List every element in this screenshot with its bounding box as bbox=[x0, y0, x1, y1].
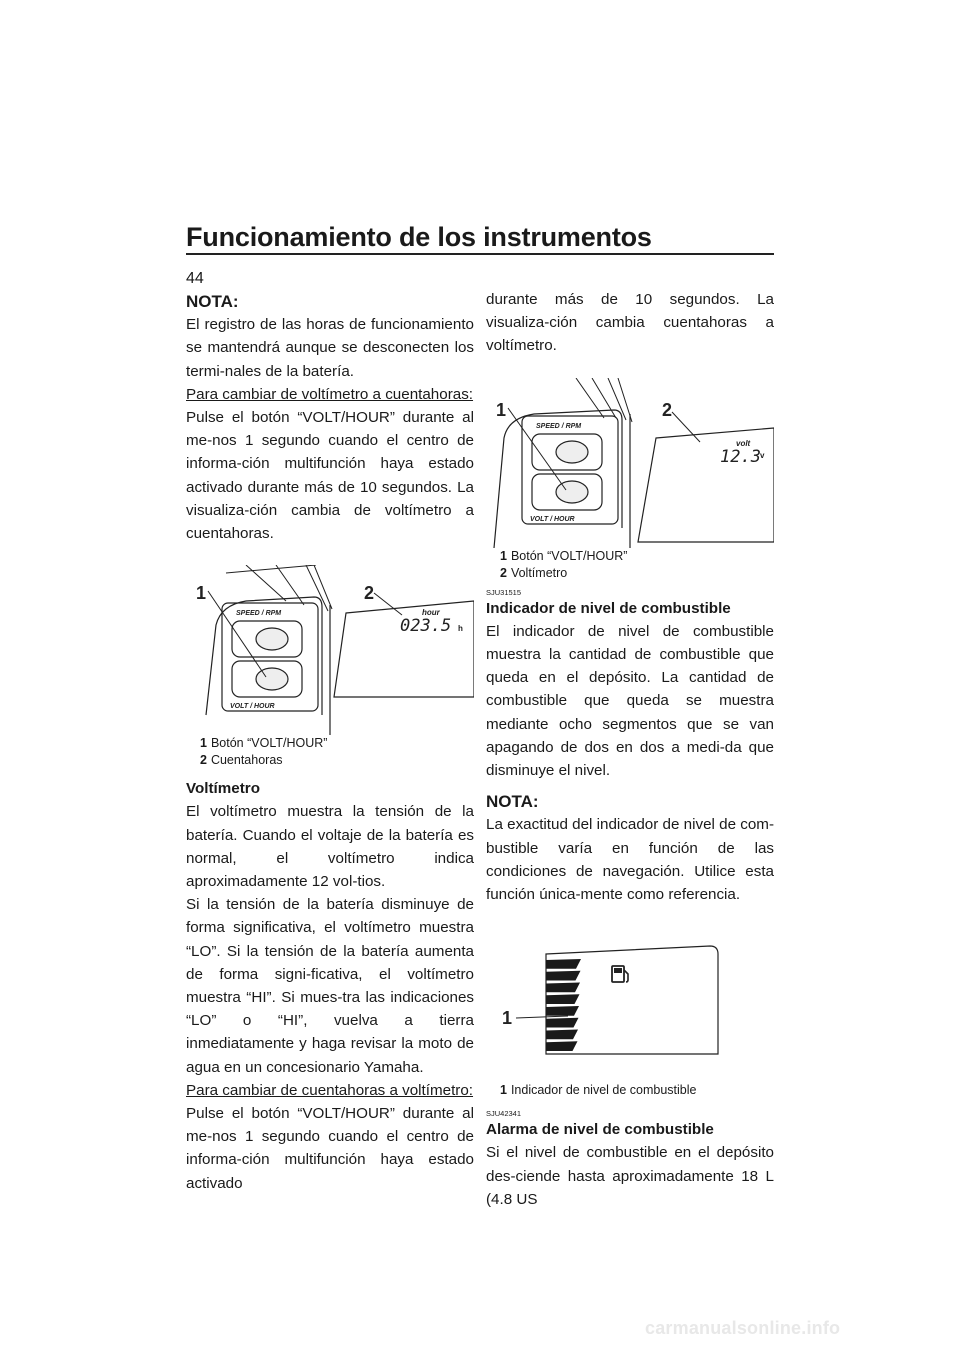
display-suffix-hour: h bbox=[458, 624, 463, 634]
title-rule bbox=[186, 253, 774, 255]
voltimetro-paragraph-1: El voltímetro muestra la tensión de la batería. Cuando el voltaje de la batería es normal, el voltímetro indica aproximadamente 12 vol-tios. bbox=[186, 803, 474, 891]
nota-label: NOTA: bbox=[186, 292, 239, 311]
subheading-hour-to-volt: Para cambiar de cuentahoras a voltímetro: bbox=[186, 1081, 474, 1099]
paragraph-volt-to-hour: Pulse el botón “VOLT/HOUR” durante al me-nos 1 segundo cuando el centro de informa-ción multifunción haya estado activado durante más de 10 segundos. La visualiza-ción cambia de voltímetro a cuentahoras. bbox=[186, 409, 474, 543]
figure-caption-2: 2 Cuentahoras bbox=[200, 753, 283, 768]
display-unit-volt: volt bbox=[736, 438, 751, 448]
callout-1: 1 bbox=[496, 399, 507, 420]
display-value-volt: 12.3 bbox=[720, 446, 761, 467]
figure-caption-1: 1 Botón “VOLT/HOUR” bbox=[500, 548, 628, 563]
paragraph-hour-to-volt: Pulse el botón “VOLT/HOUR” durante al me-nos 1 segundo cuando el centro de informa-ción multifunción haya estado activado bbox=[186, 1105, 474, 1192]
section-code: SJU31515 bbox=[486, 587, 522, 597]
nota-text: La exactitud del indicador de nivel de com-bustible varía en función de las condiciones de navegación. Utilice esta función única-mente como referencia. bbox=[486, 816, 774, 904]
figure-caption-1: 1 Indicador de nivel de combustible bbox=[500, 1083, 697, 1098]
panel-label-speed: SPEED / RPM bbox=[236, 610, 282, 618]
watermark: carmanualsonline.info bbox=[645, 1318, 841, 1338]
nota-text: El registro de las horas de funcionamiento se mantendrá aunque se desconecten los termi-nales de la batería. bbox=[186, 316, 474, 380]
fuel-segment bbox=[546, 1018, 579, 1028]
display-suffix-volt: v bbox=[760, 450, 765, 460]
nota-label: NOTA: bbox=[486, 792, 539, 812]
page-number: 44 bbox=[186, 270, 204, 287]
fuel-segment bbox=[546, 1006, 579, 1016]
fuel-gauge-illustration bbox=[486, 944, 774, 1074]
panel-label-speed: SPEED / RPM bbox=[536, 422, 582, 430]
fuel-segment bbox=[546, 971, 581, 981]
callout-2: 2 bbox=[662, 399, 673, 420]
page-title: Funcionamiento de los instrumentos bbox=[186, 222, 652, 252]
callout-2: 2 bbox=[364, 583, 375, 604]
panel-label-volt-hour: VOLT / HOUR bbox=[230, 703, 275, 711]
figure-voltmeter bbox=[486, 378, 774, 548]
fuel-segment bbox=[546, 1030, 578, 1040]
panel-label-volt-hour: VOLT / HOUR bbox=[530, 515, 575, 523]
subheading-volt-to-hour: Para cambiar de voltímetro a cuentahoras: bbox=[186, 385, 474, 403]
figure-caption-2: 2 Voltímetro bbox=[500, 565, 568, 580]
figure-fuel-gauge bbox=[486, 944, 774, 1074]
fuel-segment bbox=[546, 1042, 578, 1052]
hourmeter-illustration bbox=[186, 565, 474, 735]
fuel-pump-icon bbox=[612, 966, 628, 982]
fuel-heading: Indicador de nivel de combustible bbox=[486, 599, 731, 617]
voltmeter-illustration bbox=[486, 378, 774, 548]
voltimetro-paragraph-2: Si la tensión de la batería disminuye de forma significativa, el voltímetro muestra “LO”. Si la tensión de la batería aumenta de forma signi-ficativa, el voltímetro muestra “HI”. Si mues-tra las indicaciones “LO” o “HI”, vuelva a tierra inmediatamente y haga revisar la moto de agua en un concesionario Yamaha. bbox=[186, 896, 474, 1076]
alarm-paragraph: Si el nivel de combustible en el depósito des-ciende hasta aproximadamente 18 L (4.8 US bbox=[486, 1144, 774, 1208]
callout-1: 1 bbox=[196, 583, 207, 604]
right-column bbox=[486, 288, 774, 1211]
left-column bbox=[186, 288, 474, 1195]
alarm-heading: Alarma de nivel de combustible bbox=[486, 1121, 714, 1139]
fuel-segment bbox=[546, 959, 581, 969]
display-value-hour: 023.5 bbox=[400, 616, 452, 637]
display-unit-hour: hour bbox=[422, 608, 440, 618]
figure-caption-1: 1 Botón “VOLT/HOUR” bbox=[200, 736, 328, 751]
paragraph-continued: durante más de 10 segundos. La visualiza-ción cambia cuentahoras a voltímetro. bbox=[486, 291, 774, 355]
fuel-segment bbox=[546, 995, 580, 1005]
section-code: SJU42341 bbox=[486, 1109, 522, 1119]
figure-hourmeter bbox=[186, 565, 474, 735]
voltimetro-heading: Voltímetro bbox=[186, 780, 260, 798]
callout-1: 1 bbox=[502, 1008, 513, 1029]
fuel-paragraph: El indicador de nivel de combustible muestra la cantidad de combustible que queda en el depósito. La cantidad de combustible que queda se muestra mediante ocho segmentos que se van apagando de dos en dos a medi-da que disminuye el nivel. bbox=[486, 622, 774, 780]
fuel-segment bbox=[546, 983, 580, 993]
